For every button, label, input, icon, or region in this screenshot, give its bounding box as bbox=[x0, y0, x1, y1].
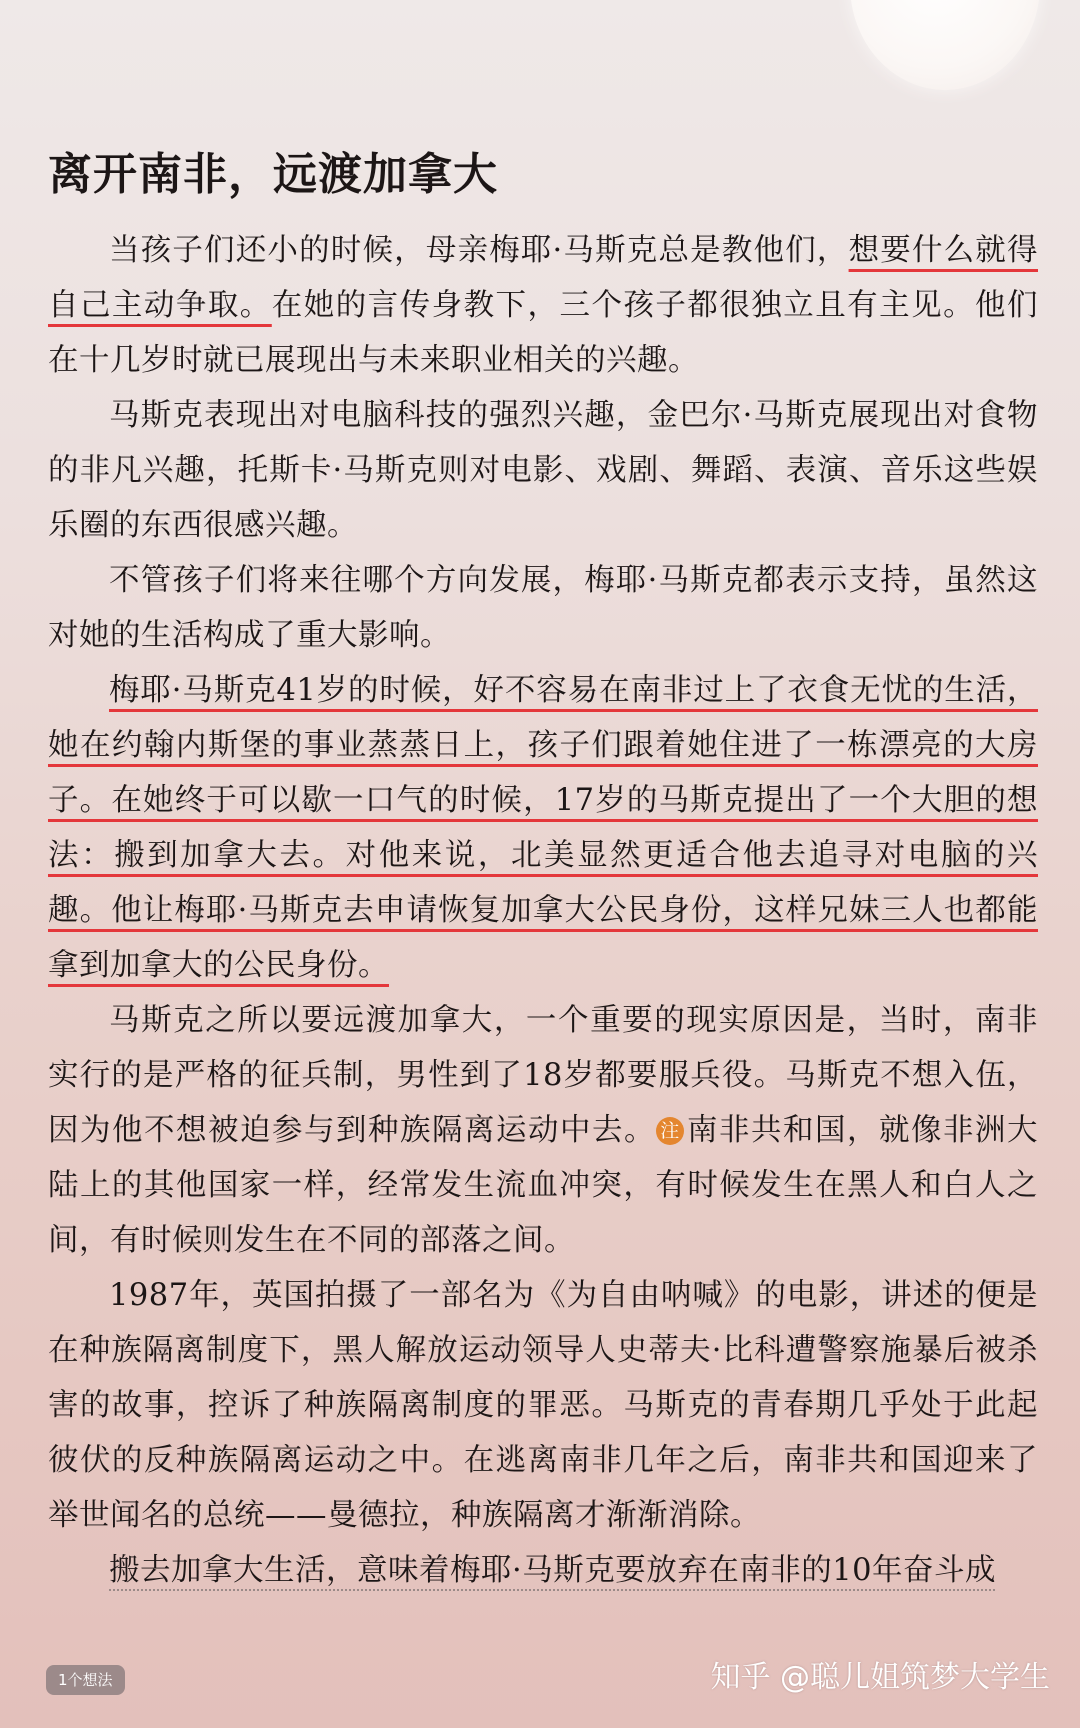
paragraph-1-text-c: 在她的言传身教下，三个孩子都很独立且有主见。他们在十几岁时就已展现出与未来职业相关的兴趣。 bbox=[48, 288, 1039, 378]
highlight-1[interactable]: 想要什么就得自己主动争取。 bbox=[48, 233, 1038, 323]
paragraph-5 bbox=[48, 993, 1038, 1268]
highlight-2[interactable]: 梅耶·马斯克41岁的时候，好不容易在南非过上了衣食无忧的生活，她在约翰内斯堡的事业蒸蒸日上，孩子们跟着她住进了一栋漂亮的大房子。在她终于可以歇一口气的时候，17岁的马斯克提出了一个大胆的想法：搬到加拿大去。对他来说，北美显然更适合他去追寻对电脑的兴趣。他让梅耶·马斯克去申请恢复加拿大公民身份，这样兄妹三人也都能拿到加拿大的公民身份。 bbox=[48, 673, 1038, 983]
paragraph-6: 1987年，英国拍摄了一部名为《为自由呐喊》的电影，讲述的便是在种族隔离制度下，黑人解放运动领导人史蒂夫·比科遭警察施暴后被杀害的故事，控诉了种族隔离制度的罪恶。马斯克的青春期几乎处于此起彼伏的反种族隔离运动之中。在逃离南非几年之后，南非共和国迎来了举世闻名的总统——曼德拉，种族隔离才渐渐消除。 bbox=[48, 1278, 1038, 1533]
paragraph-3: 不管孩子们将来往哪个方向发展，梅耶·马斯克都表示支持，虽然这对她的生活构成了重大影响。 bbox=[48, 563, 1038, 653]
paragraph-5-text-a: 马斯克之所以要远渡加拿大，一个重要的现实原因是，当时，南非实行的是严格的征兵制，男性到了18岁都要服兵役。马斯克不想入伍，因为他不想被迫参与到种族隔离运动中去。 bbox=[48, 1003, 1038, 1148]
paragraph-1-text-a: 当孩子们还小的时候，母亲梅耶·马斯克总是教他们， bbox=[109, 233, 849, 268]
paragraph-2: 马斯克表现出对电脑科技的强烈兴趣，金巴尔·马斯克展现出对食物的非凡兴趣，托斯卡·马斯克则对电影、戏剧、舞蹈、表演、音乐这些娱乐圈的东西很感兴趣。 bbox=[48, 398, 1038, 543]
chapter-title: 离开南非，远渡加拿大 bbox=[48, 149, 498, 200]
paragraph-7 bbox=[48, 1543, 1038, 1598]
idea-marked-text[interactable]: 搬去加拿大生活，意味着梅耶·马斯克要放弃在南非的10年奋斗成 bbox=[109, 1553, 997, 1588]
paragraph-4 bbox=[48, 663, 1038, 993]
note-icon[interactable]: 注 bbox=[656, 1117, 684, 1145]
article-page bbox=[48, 145, 1038, 1598]
moon-decoration bbox=[850, 0, 1040, 90]
idea-count-badge[interactable]: 1个想法 bbox=[46, 1665, 125, 1695]
zhihu-watermark: 知乎 @聪儿姐筑梦大学生 bbox=[710, 1660, 1050, 1695]
paragraph-1 bbox=[48, 223, 1038, 388]
paragraph-5-text-b: 南非共和国，就像非洲大陆上的其他国家一样，经常发生流血冲突，有时候发生在黑人和白人之间，有时候则发生在不同的部落之间。 bbox=[48, 1113, 1038, 1258]
